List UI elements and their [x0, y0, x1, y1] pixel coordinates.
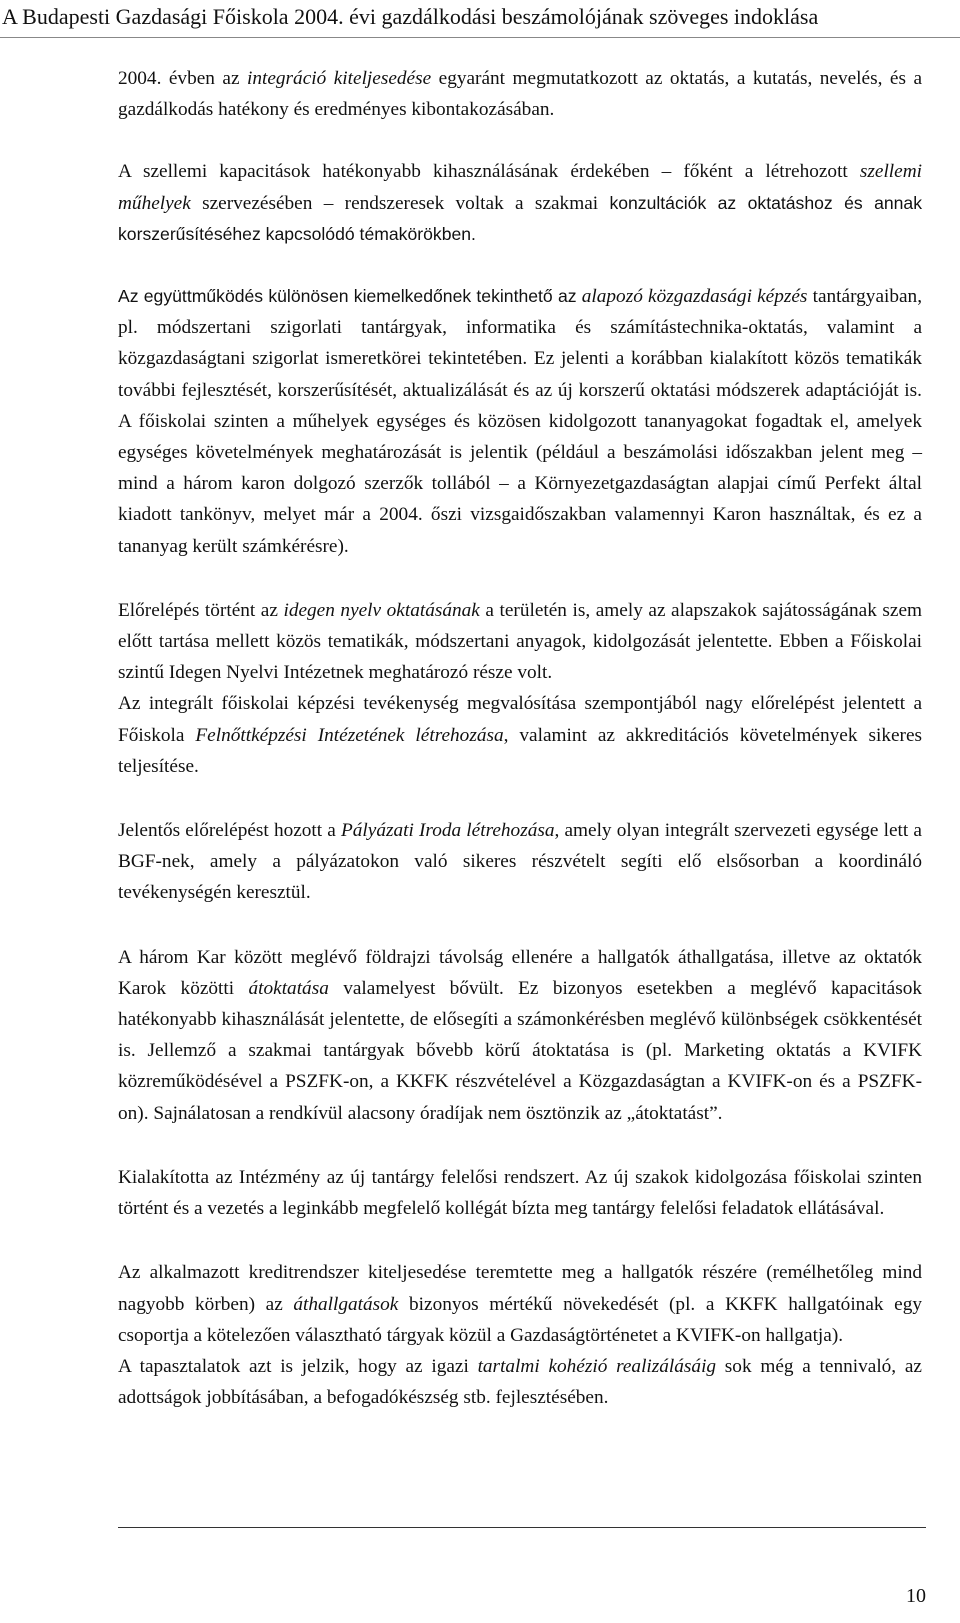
text-run: sok még a tennivaló, az adottságok jobbításában, a befogadókészség stb. fejlesztésében. — [118, 1355, 922, 1409]
text-run: tantárgyaiban, pl. módszertani szigorlati tantárgyak, informatika és számítástechnika-oktatás, valamint a közgazdaságtani szigorlat ismeretkörei tekintetében. Ez jelenti a korábban kialakított közös tematikák további fejlesztését, korszerűsítését, aktualizálását és az új korszerű oktatási módszerek adaptációját is. A főiskolai szinten a műhelyek egységes és közösen kidolgozott tananyagokat fogadtak el, amelyek egységes követelmények meghatározását is jelentik (például a beszámolási időszakban jelent meg – mind a három karon dolgozó szerzők tollából – a Környezetgazdaságtan alapjai című Perfekt által kiadott tankönyv, melyet már a 2004. őszi vizsgaidőszakban valamennyi Karon használtak, és ez a tananyag került számkérésre). — [118, 286, 923, 557]
emphasis-text: tartalmi kohézió realizálásáig — [477, 1355, 717, 1377]
emphasis-text: áthallgatások — [293, 1293, 399, 1315]
paragraph-cross-teaching — [118, 942, 922, 1129]
emphasis-text: integráció kiteljesedése — [247, 68, 432, 89]
emphasis-text: Pályázati Iroda létrehozása — [341, 820, 555, 842]
text-run: A három Kar között meglévő földrajzi távolság ellenére a hallgatók áthallgatása, illetve az oktatók Karok közötti — [118, 946, 922, 999]
text-run: szervezésében – rendszeresek voltak a szakmai — [190, 192, 610, 214]
paragraph-intellectual-capacity — [118, 156, 922, 250]
emphasis-text: alapozó közgazdasági képzés — [581, 286, 808, 308]
emphasis-text: szellemi műhelyek — [118, 161, 922, 214]
paragraph-tender-office — [118, 815, 922, 909]
paragraph-foreign-language — [118, 595, 922, 689]
footer-divider — [118, 1527, 926, 1528]
text-run: 2004. évben az — [118, 68, 247, 89]
paragraph-subject-responsibility — [118, 1162, 922, 1224]
text-run: Kialakította az Intézmény az új tantárgy felelősi rendszert. Az új szakok kidolgozása főiskolai szinten történt és a vezetés a leginkább megfelelő kollégát bízta meg tantárgy felelősi feladatok ellátásával. — [118, 1166, 922, 1220]
text-run: A tapasztalatok azt is jelzik, hogy az igazi — [118, 1355, 478, 1377]
text-run: Az együttműködés különösen kiemelkedőnek tekinthető az — [118, 286, 582, 307]
text-run: konzultációk az oktatáshoz és annak korszerűsítéséhez kapcsolódó témakörökben. — [118, 192, 923, 244]
paragraph-adult-education — [118, 688, 922, 782]
paragraph-credit-system — [118, 1257, 922, 1351]
text-run: Az integrált főiskolai képzési tevékenység megvalósítása szempontjából nagy előrelépést jelentett a Főiskola — [118, 693, 922, 746]
page-header: A Budapesti Gazdasági Főiskola 2004. évi gazdálkodási beszámolójának szöveges indoklása — [0, 0, 960, 38]
text-run: A szellemi kapacitások hatékonyabb kihasználásának érdekében – főként a létrehozott — [118, 161, 860, 183]
paragraph-experiences — [118, 1351, 922, 1413]
document-body — [118, 63, 922, 1413]
paragraph-integration — [118, 63, 922, 125]
text-run: a területén is, amely az alapszakok sajátosságának szem előtt tartása mellett közös tematikák, módszertani anyagok, kidolgozását jelentette. Ebben a Főiskolai szintű Idegen Nyelvi Intézetnek meghatározó része volt. — [118, 599, 923, 684]
emphasis-text: idegen nyelv oktatásának — [283, 599, 480, 621]
text-run: valamelyest bővült. Ez bizonyos esetekben a meglévő kapacitások hatékonyabb kihasználását jelentette, de elősegíti a számonkérésben meglévő különbségek csökkentését is. Jellemző a szakmai tantárgyak bővebb körű átoktatása is (pl. Marketing oktatás a KVIFK közreműködésével a PSZFK-on, a KKFK részvételével a Közgazdaságtan a KVIFK-on és a PSZFK-on). Sajnálatosan a rendkívül alacsony óradíjak nem ösztönzik az „átoktatást”. — [118, 977, 922, 1124]
emphasis-text: Felnőttképzési Intézetének létrehozása — [195, 724, 504, 746]
page-number: 10 — [906, 1585, 926, 1607]
emphasis-text: átoktatása — [248, 977, 329, 999]
text-run: egyaránt megmutatkozott az oktatás, a kutatás, nevelés, és a gazdálkodás hatékony és eredményes kibontakozásában. — [118, 68, 923, 121]
paragraph-cooperation — [118, 281, 922, 562]
text-run: Jelentős előrelépést hozott a — [118, 820, 342, 842]
text-run: , valamint az akkreditációs követelmények sikeres teljesítése. — [118, 724, 923, 777]
text-run: bizonyos mértékű növekedését (pl. a KKFK hallgatóinak egy csoportja a kötelezően választható tárgyak közül a Gazdaságtörténetet a KVIFK-on hallgatja). — [118, 1293, 922, 1346]
text-run: Előrelépés történt az — [118, 599, 284, 621]
text-run: Az alkalmazott kreditrendszer kiteljesedése teremtette meg a hallgatók részére (remélhetőleg mind nagyobb körben) az — [118, 1262, 922, 1315]
text-run: , amely olyan integrált szervezeti egysége lett a BGF-nek, amely a pályázatokon való sikeres részvételt segíti elő elsősorban a koordináló tevékenységén keresztül. — [118, 820, 922, 904]
